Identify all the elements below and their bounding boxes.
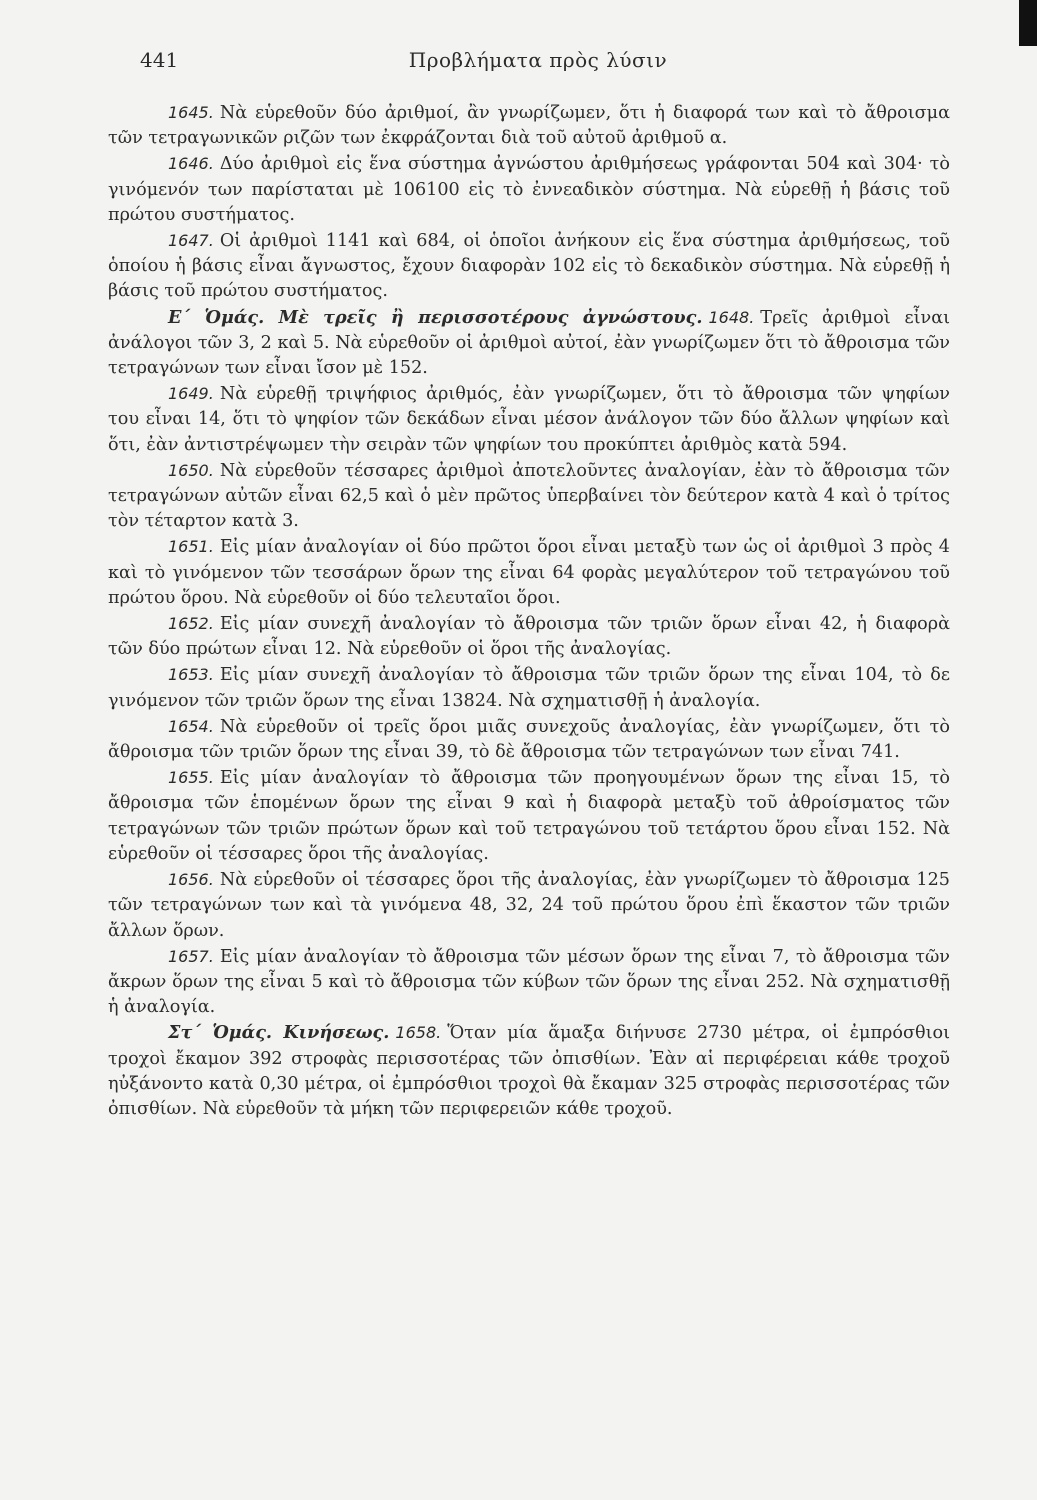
- problem-number: 1649.: [168, 384, 214, 404]
- problem-text: Τρεῖς ἀριθμοὶ εἶναι ἀνάλογοι τῶν 3, 2 καὶ 5. Νὰ εὑρεθοῦν οἱ ἀριθμοὶ αὐτοί, ἐὰν γνωρίζωμεν ὅτι τὸ ἄθροισμα τῶν τετραγώνων των εἶναι ἴσον μὲ 152.: [108, 307, 950, 379]
- problem-text: Νὰ εὑρεθοῦν οἱ τρεῖς ὅροι μιᾶς συνεχοῦς ἀναλογίας, ἐὰν γνωρίζωμεν, ὅτι τὸ ἄθροισμα τῶν τριῶν ὅρων της εἶναι 39, τὸ δὲ ἄθροισμα τῶν τετραγώνων των εἶναι 741.: [108, 716, 950, 763]
- problem-number: 1646.: [168, 154, 214, 174]
- problem-text: Εἰς μίαν ἀναλογίαν οἱ δύο πρῶτοι ὅροι εἶναι μεταξὺ των ὡς οἱ ἀριθμοὶ 3 πρὸς 4 καὶ τὸ γινόμενον τῶν τεσσάρων ὅρων της εἶναι 64 φορὰς μεγαλύτερον τοῦ τετραγώνου τοῦ πρώτου ὅρου. Νὰ εὑρεθοῦν οἱ δύο τελευταῖοι ὅροι.: [108, 537, 950, 608]
- problem-text: Εἰς μίαν ἀναλογίαν τὸ ἄθροισμα τῶν προηγουμένων ὅρων της εἶναι 15, τὸ ἄθροισμα τῶν ἑπομένων ὅρων της εἶναι 9 καὶ ἡ διαφορὰ μεταξὺ τοῦ ἀθροίσματος τῶν τετραγώνων τῶν τριῶν πρώτων ὅρων καὶ τοῦ τετραγώνου τοῦ τετάρτου ὅρου εἶναι 152. Νὰ εὑρεθοῦν οἱ τέσσαρες ὅροι τῆς ἀναλογίας.: [108, 768, 950, 864]
- problem-1647: [108, 228, 950, 305]
- problem-number: 1657.: [168, 946, 214, 966]
- problem-1657: [108, 944, 950, 1021]
- group-heading: Στ΄ Ὁμάς. Κινήσεως.: [168, 1022, 390, 1044]
- problem-1655: [108, 765, 950, 867]
- problem-number: 1655.: [168, 768, 214, 788]
- problem-1649: [108, 381, 950, 458]
- problem-number: 1650.: [168, 460, 214, 480]
- problem-1645: [108, 100, 950, 151]
- problem-text: Νὰ εὑρεθοῦν δύο ἀριθμοί, ἂν γνωρίζωμεν, ὅτι ἡ διαφορά των καὶ τὸ ἄθροισμα τῶν τετραγωνικῶν ριζῶν των ἐκφράζονται διὰ τοῦ αὐτοῦ ἀριθμοῦ α.: [108, 103, 950, 149]
- problem-number: 1651.: [168, 537, 214, 557]
- problem-1653: [108, 662, 950, 713]
- problem-text: Εἰς μίαν συνεχῆ ἀναλογίαν τὸ ἄθροισμα τῶν τριῶν ὅρων εἶναι 42, ἡ διαφορὰ τῶν δύο πρώτων εἶναι 12. Νὰ εὑρεθοῦν οἱ ὅροι τῆς ἀναλογίας.: [108, 614, 950, 660]
- problem-1651: [108, 534, 950, 611]
- problem-text: Εἰς μίαν συνεχῆ ἀναλογίαν τὸ ἄθροισμα τῶν τριῶν ὅρων της εἶναι 104, τὸ δε γινόμενον τῶν τριῶν ὅρων της εἶναι 13824. Νὰ σχηματισθῇ ἡ ἀναλογία.: [108, 665, 950, 711]
- problem-text: Δύο ἀριθμοὶ εἰς ἕνα σύστημα ἀγνώστου ἀριθμήσεως γράφονται 504 καὶ 304· τὸ γινόμενόν των παρίσταται μὲ 106100 εἰς τὸ ἐννεαδικὸν σύστημα. Νὰ εὑρεθῇ ἡ βάσις τοῦ πρώτου συστήματος.: [108, 154, 950, 225]
- problem-number: 1653.: [168, 665, 214, 685]
- problem-number: 1647.: [168, 231, 214, 251]
- problem-number: 1654.: [168, 716, 214, 736]
- problem-1656: [108, 867, 950, 944]
- running-title: Προβλήματα πρὸς λύσιν: [408, 48, 668, 72]
- problem-number: 1658.: [395, 1023, 442, 1043]
- problem-number: 1648.: [708, 307, 755, 327]
- problem-1650: [108, 458, 950, 535]
- problem-list: [108, 100, 950, 1122]
- problem-number: 1656.: [168, 870, 214, 890]
- page-header: [108, 48, 968, 78]
- problem-1654: [108, 714, 950, 765]
- group-heading: Ε΄ Ὁμάς. Μὲ τρεῖς ἢ περισσοτέρους ἀγνώστους.: [168, 306, 703, 328]
- problem-text: Νὰ εὑρεθοῦν τέσσαρες ἀριθμοὶ ἀποτελοῦντες ἀναλογίαν, ἐὰν τὸ ἄθροισμα τῶν τετραγώνων αὐτῶν εἶναι 62,5 καὶ ὁ μὲν πρῶτος ὑπερβαίνει τὸν δεύτερον κατὰ 4 καὶ ὁ τρίτος τὸν τέταρτον κατὰ 3.: [108, 460, 950, 532]
- scan-edge-mark: [1019, 0, 1037, 46]
- problem-text: Νὰ εὑρεθοῦν οἱ τέσσαρες ὅροι τῆς ἀναλογίας, ἐὰν γνωρίζωμεν τὸ ἄθροισμα 125 τῶν τετραγώνων των καὶ τὰ γινόμενα 48, 32, 24 τοῦ πρώτου ὅρου ἐπὶ ἕκαστον τῶν τριῶν ἄλλων ὅρων.: [108, 870, 950, 941]
- problem-number: 1645.: [168, 103, 214, 122]
- problem-text: Νὰ εὑρεθῇ τριψήφιος ἀριθμός, ἐὰν γνωρίζωμεν, ὅτι τὸ ἄθροισμα τῶν ψηφίων του εἶναι 14, ὅτι τὸ ψηφίον τῶν δεκάδων εἶναι μέσον ἀνάλογον τῶν δύο ἄλλων ψηφίων καὶ ὅτι, ἐὰν ἀντιστρέψωμεν τὴν σειρὰν τῶν ψηφίων του προκύπτει ἀριθμὸς κατὰ 594.: [108, 384, 950, 455]
- problem-text: Εἰς μίαν ἀναλογίαν τὸ ἄθροισμα τῶν μέσων ὅρων της εἶναι 7, τὸ ἄθροισμα τῶν ἄκρων ὅρων της εἶναι 5 καὶ τὸ ἄθροισμα τῶν κύβων τῶν ὅρων της εἶναι 252. Νὰ σχηματισθῇ ἡ ἀναλογία.: [108, 946, 950, 1018]
- problem-1648: [108, 305, 950, 382]
- problem-text: Οἱ ἀριθμοὶ 1141 καὶ 684, οἱ ὁποῖοι ἀνήκουν εἰς ἕνα σύστημα ἀριθμήσεως, τοῦ ὁποίου ἡ βάσις εἶναι ἄγνωστος, ἔχουν διαφορὰν 102 εἰς τὸ δεκαδικὸν σύστημα. Νὰ εὑρεθῇ ἡ βάσις τοῦ πρώτου συστήματος.: [108, 231, 950, 302]
- problem-1652: [108, 611, 950, 662]
- page-number: 441: [140, 48, 179, 72]
- problem-1658: [108, 1020, 950, 1122]
- problem-number: 1652.: [168, 614, 214, 634]
- problem-text: Ὅταν μία ἅμαξα διήνυσε 2730 μέτρα, οἱ ἐμπρόσθιοι τροχοὶ ἔκαμον 392 στροφὰς περισσοτέρας τῶν ὀπισθίων. Ἐὰν αἱ περιφέρειαι κάθε τροχοῦ ηὐξάνοντο κατὰ 0,30 μέτρα, οἱ ἐμπρόσθιοι τροχοὶ θὰ ἔκαμαν 325 στροφὰς περισσοτέρας τῶν ὀπισθίων. Νὰ εὑρεθοῦν τὰ μήκη τῶν περιφερειῶν κάθε τροχοῦ.: [108, 1023, 950, 1119]
- problem-1646: [108, 151, 950, 228]
